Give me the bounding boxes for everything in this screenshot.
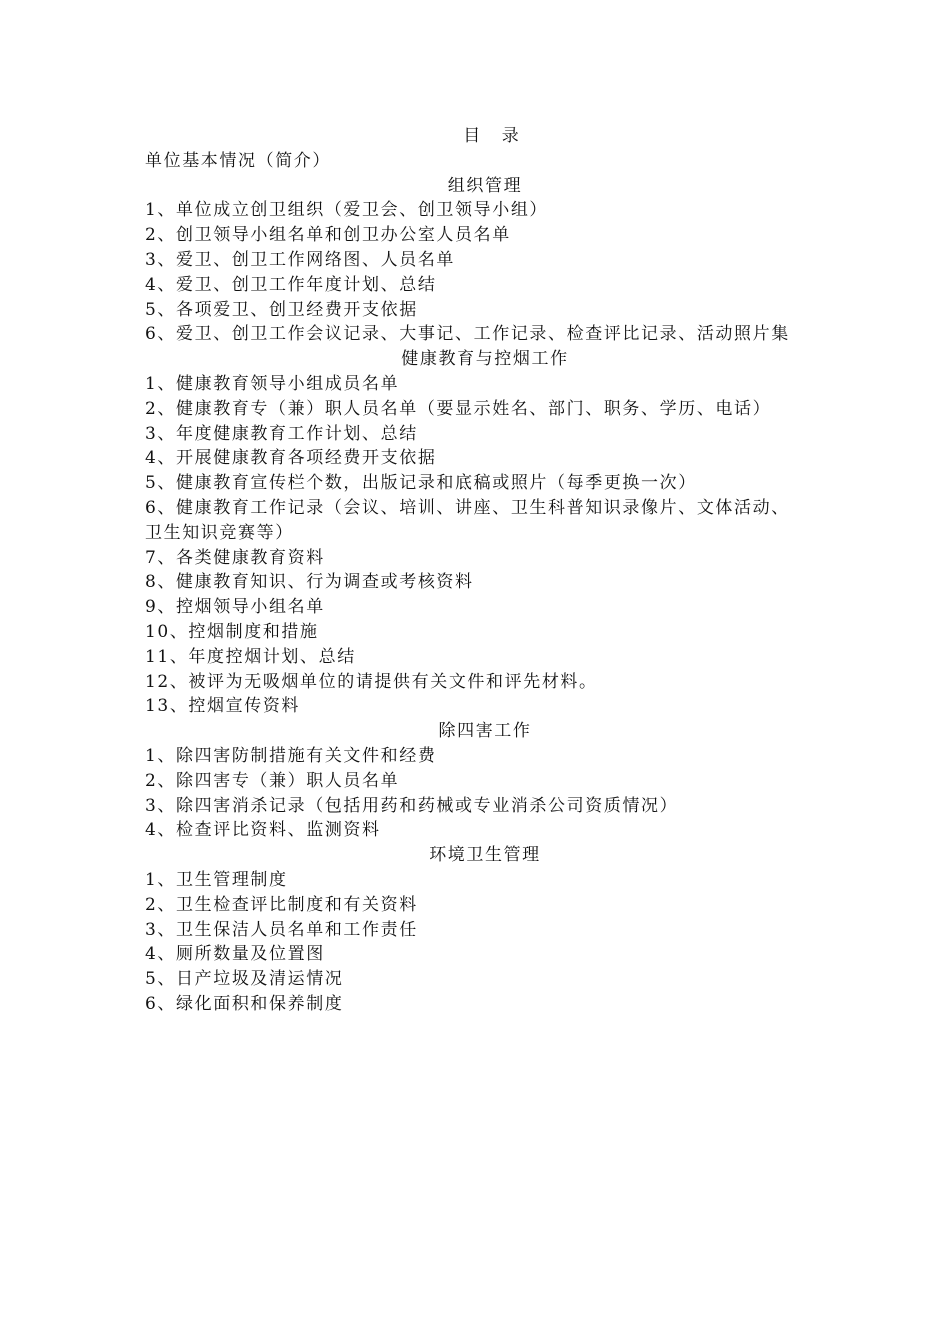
- list-item: 2、健康教育专（兼）职人员名单（要显示姓名、部门、职务、学历、电话）: [145, 398, 772, 419]
- list-item: 7、各类健康教育资料: [145, 547, 325, 568]
- list-item: 13、控烟宣传资料: [145, 696, 301, 717]
- list-item: 1、卫生管理制度: [145, 869, 288, 890]
- list-item: 10、控烟制度和措施: [145, 621, 319, 642]
- section-heading-environmental-sanitation: 环境卫生管理: [429, 845, 541, 866]
- list-item: 9、控烟领导小组名单: [145, 597, 325, 618]
- section-heading-organization: 组织管理: [447, 175, 523, 196]
- list-item: 4、厕所数量及位置图: [145, 944, 325, 965]
- list-item: 2、创卫领导小组名单和创卫办公室人员名单: [145, 225, 511, 246]
- list-item: 4、检查评比资料、监测资料: [145, 820, 381, 841]
- list-item: 6、绿化面积和保养制度: [145, 993, 344, 1014]
- intro-line: 单位基本情况（简介）: [145, 150, 331, 171]
- list-item: 3、卫生保洁人员名单和工作责任: [145, 919, 418, 940]
- page-title: 目 录: [463, 126, 527, 146]
- table-of-contents: [145, 124, 825, 1017]
- list-item: 3、除四害消杀记录（包括用药和药械或专业消杀公司资质情况）: [145, 795, 679, 816]
- list-item: 1、单位成立创卫组织（爱卫会、创卫领导小组）: [145, 200, 549, 221]
- list-item: 6、健康教育工作记录（会议、培训、讲座、卫生科普知识录像片、文体活动、: [145, 497, 790, 518]
- list-item: 12、被评为无吸烟单位的请提供有关文件和评先材料。: [145, 671, 598, 692]
- list-item: 4、爱卫、创卫工作年度计划、总结: [145, 274, 437, 295]
- list-item: 5、各项爱卫、创卫经费开支依据: [145, 299, 418, 320]
- list-item: 5、健康教育宣传栏个数，出版记录和底稿或照片（每季更换一次）: [145, 473, 697, 494]
- list-item: 3、年度健康教育工作计划、总结: [145, 423, 418, 444]
- list-item: 4、开展健康教育各项经费开支依据: [145, 448, 437, 469]
- list-item: 1、健康教育领导小组成员名单: [145, 373, 400, 394]
- section-heading-health-education: 健康教育与控烟工作: [401, 349, 569, 370]
- section-heading-pest-control: 除四害工作: [438, 721, 532, 742]
- list-item: 8、健康教育知识、行为调查或考核资料: [145, 572, 474, 593]
- list-item: 1、除四害防制措施有关文件和经费: [145, 745, 437, 766]
- list-item-continuation: 卫生知识竞赛等）: [145, 522, 294, 543]
- list-item: 6、爱卫、创卫工作会议记录、大事记、工作记录、检查评比记录、活动照片集: [145, 324, 790, 345]
- list-item: 2、卫生检查评比制度和有关资料: [145, 894, 418, 915]
- list-item: 3、爱卫、创卫工作网络图、人员名单: [145, 249, 456, 270]
- list-item: 5、日产垃圾及清运情况: [145, 969, 344, 990]
- list-item: 2、除四害专（兼）职人员名单: [145, 770, 400, 791]
- list-item: 11、年度控烟计划、总结: [145, 646, 356, 667]
